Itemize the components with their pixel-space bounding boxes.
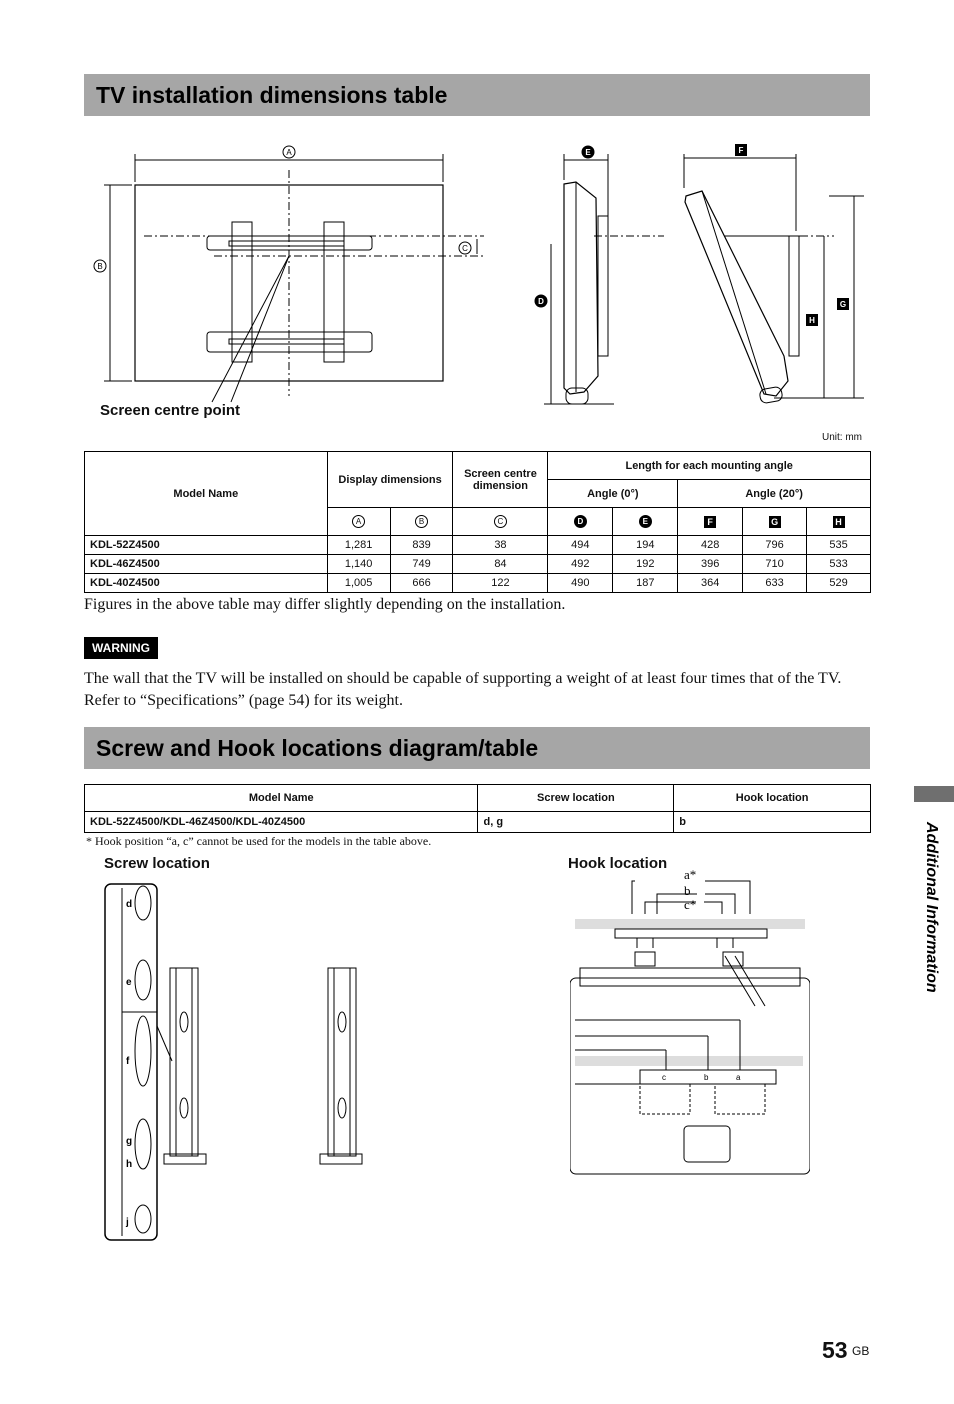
- hook-location-diagram: [570, 866, 810, 1176]
- table-row: KDL-52Z4500 1,281 839 38 494 194 428 796 535: [85, 536, 871, 555]
- side-tab-label: Additional Information: [923, 822, 940, 993]
- marker-f: F: [738, 146, 744, 155]
- screw-letter-j: j: [126, 1217, 129, 1228]
- hook-location-caption: Hook location: [568, 855, 668, 872]
- marker-h: H: [809, 316, 815, 325]
- detail-letter-a: a: [736, 1073, 741, 1082]
- screen-centre-caption: Screen centre point: [100, 402, 241, 419]
- marker-e: E: [585, 148, 591, 157]
- hook-label-b: b: [684, 883, 691, 898]
- screw-location-diagram: [100, 876, 380, 1248]
- header-model-name: Model Name: [85, 452, 328, 536]
- hook-footnote: * Hook position “a, c” cannot be used for the models in the table above.: [86, 834, 432, 848]
- marker-d: D: [538, 297, 544, 306]
- page-number: 53: [822, 1337, 848, 1363]
- screw-letter-g: g: [126, 1136, 133, 1147]
- warning-text: The wall that the TV will be installed on should be capable of supporting a weight of at least four times that of the TV. Refer to “Specifications” (page 54) for its weight.: [84, 670, 842, 709]
- marker-a: A: [286, 148, 292, 157]
- dimensions-table: [84, 451, 871, 593]
- header-screen-centre: Screen centre dimension: [453, 452, 548, 508]
- section-heading-screw-hook: Screw and Hook locations diagram/table: [84, 727, 870, 769]
- subheader-d: D: [574, 515, 587, 528]
- hook-label-a: a*: [684, 867, 697, 882]
- screw-location-caption: Screw location: [104, 855, 210, 872]
- table-row: KDL-52Z4500/KDL-46Z4500/KDL-40Z4500 d, g b: [85, 812, 871, 833]
- screw-letter-d: d: [126, 899, 133, 910]
- subheader-h: H: [833, 516, 845, 528]
- unit-label: Unit: mm: [822, 432, 862, 443]
- subheader-a: A: [352, 515, 365, 528]
- section-heading-installation-dimensions: TV installation dimensions table: [84, 74, 870, 116]
- table-row: KDL-40Z4500 1,005 666 122 490 187 364 633 529: [85, 574, 871, 593]
- marker-g: G: [839, 300, 847, 309]
- header-angle-20: Angle (20°): [678, 480, 871, 508]
- marker-b: B: [97, 262, 103, 271]
- subheader-f: F: [704, 516, 716, 528]
- subheader-c: C: [494, 515, 507, 528]
- header-hook-location: Hook location: [674, 785, 871, 812]
- installation-note: Figures in the above table may differ slightly depending on the installation.: [84, 596, 566, 613]
- page-suffix: GB: [852, 1344, 870, 1358]
- warning-badge: WARNING: [84, 637, 158, 659]
- screw-letter-e: e: [126, 977, 132, 988]
- screw-hook-table: [84, 784, 871, 833]
- subheader-g: G: [769, 516, 781, 528]
- table-row: KDL-46Z4500 1,140 749 84 492 192 396 710 533: [85, 555, 871, 574]
- detail-letter-c: c: [662, 1073, 666, 1082]
- screw-letter-h: h: [126, 1159, 133, 1170]
- screw-letter-f: f: [126, 1056, 130, 1067]
- detail-letter-b: b: [704, 1073, 709, 1082]
- subheader-e: E: [639, 515, 652, 528]
- subheader-b: B: [415, 515, 428, 528]
- side-tab-marker: [914, 786, 954, 802]
- header-display-dimensions: Display dimensions: [327, 452, 453, 508]
- header-angle-0: Angle (0°): [548, 480, 678, 508]
- marker-c: C: [462, 244, 468, 253]
- hook-label-c: c*: [684, 897, 697, 912]
- header-screw-location: Screw location: [478, 785, 674, 812]
- header-length-angle: Length for each mounting angle: [548, 452, 871, 480]
- header-model-name: Model Name: [85, 785, 478, 812]
- tv-installation-diagram: [84, 136, 874, 426]
